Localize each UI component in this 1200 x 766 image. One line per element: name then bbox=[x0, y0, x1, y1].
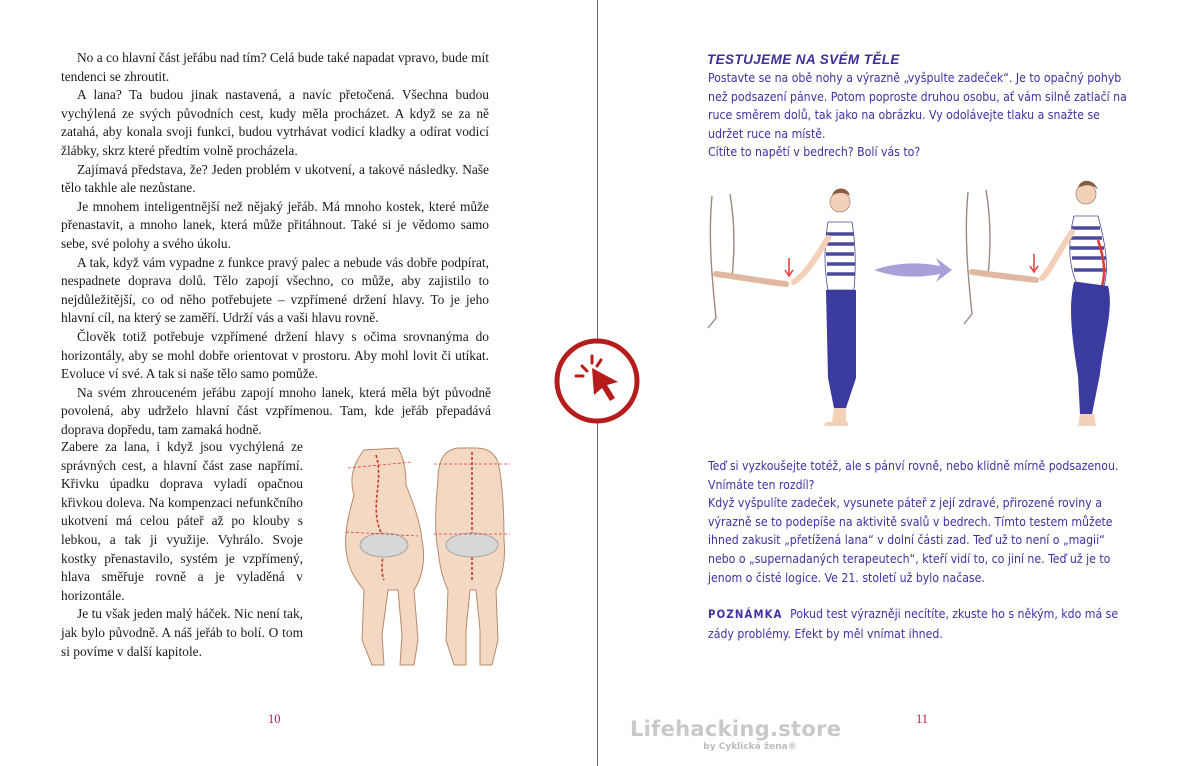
intro-paragraph: Postavte se na obě nohy a výrazně „vyšpulte zadeček“. Je to opačný pohyb než podsazení pánve. Potom poproste druhou osobu, ať vám silně zatlačí na ruce směrem dolů, tak jako na obrázku. Vy odolávejte tlaku a snažte se udržet ruce na místě. bbox=[708, 71, 1127, 141]
paragraph: Zabere za lana, i když jsou vychýlená ze správných cest, a hlavní část zase napřímí. Křivku úpadku doprava vyladí opačnou křivkou doleva. Na kompenzaci nefunkčního ukotvení má celou páteř až po klouby s lebkou, a tak ji využije. Vyhrálo. Svoje kostky přenastavilo, systém je vzpřímený, hlava směřuje rovně a je vyladěná v horizontále. bbox=[61, 439, 303, 603]
paragraph: Na svém zhrouceném jeřábu zapojí mnoho lanek, která měla být původně povolená, aby udrželo hlavní část vzpřímenou. Tam, kde jeřáb přepadává doprava dopředu, tam zamaká hodně. bbox=[61, 384, 491, 437]
paragraph: Je tu však jeden malý háček. Nic není tak, jak bylo původně. A náš jeřáb to bolí. O tom si povíme v další kapitole. bbox=[61, 606, 303, 659]
paragraph: Člověk totiž potřebuje vzpřímené držení hlavy s očima srovnanýma do horizontály, aby se mohl dobře orientovat v prostoru. Aby mohl lovit či utíkat. Evoluce ví své. A tak si naše tělo samo pomůže. bbox=[61, 328, 489, 382]
left-page bbox=[0, 0, 597, 766]
right-page bbox=[598, 0, 1200, 766]
left-page-text bbox=[61, 49, 489, 439]
paragraph: Zajímavá představa, že? Jeden problém v ukotvení, a takové následky. Naše tělo takhle ale nezůstane. bbox=[61, 161, 489, 196]
page-number-right: 11 bbox=[916, 712, 929, 726]
left-page-narrow-text bbox=[61, 438, 303, 661]
paragraph: A lana? Ta budou jinak nastavená, a navíc přetočená. Všechna budou vychýlená ze svých původních cest, kudy měla procházet. A když se za ně zatahá, aby konala svoji funkci, budou vytrhávat vodicí kladky a odírat vodicí žlábky, skrz které předtím volně procházela. bbox=[61, 87, 489, 158]
cursor-click-icon[interactable] bbox=[554, 338, 640, 424]
note-text: Pokud test výrazněji necítíte, zkuste ho s někým, kdo má se zády problémy. Efekt by měl vnímat ihned. bbox=[708, 607, 1119, 641]
note-paragraph bbox=[708, 605, 1128, 643]
exercise-illustration bbox=[706, 178, 1146, 440]
paragraph: No a co hlavní část jeřábu nad tím? Celá bude také napadat vpravo, bude mít tendenci se zhroutit. bbox=[61, 50, 489, 84]
body-paragraph: Teď si vyzkoušejte totéž, ale s pánví rovně, nebo klidně mírně podsazenou. Vnímáte ten rozdíl? bbox=[708, 459, 1119, 492]
paragraph: Je mnohem inteligentnější než nějaký jeřáb. Má mnoho kostek, které může přenastavit, a mnoho lanek, která může přitáhnout. Také si je vědomo samo sebe, své polohy a svého úkolu. bbox=[61, 198, 489, 251]
watermark bbox=[630, 716, 842, 766]
intro-text bbox=[708, 69, 1128, 162]
note-label: POZNÁMKA bbox=[708, 608, 783, 621]
note bbox=[708, 605, 1128, 643]
section-heading: TESTUJEME NA SVÉM TĚLE bbox=[707, 52, 900, 67]
watermark-title: Lifehacking.store bbox=[630, 717, 842, 741]
body-paragraph: Když vyšpulíte zadeček, vysunete páteř z její zdravé, přirozené roviny a výrazně se to podepíše na aktivitě svalů v bedrech. Tímto testem můžete ihned zakusit „přetížená lana“ v dolní části zad. Teď už to není o „magii“ nebo o „supernadaných terapeutech“, kteří vidí to, co jiní ne. Teď už je to jenom o čisté logice. Ve 21. století už bylo načase. bbox=[708, 496, 1113, 585]
page-number-left: 10 bbox=[268, 712, 281, 726]
watermark-subtitle: by Cyklická žena® bbox=[703, 742, 797, 752]
paragraph: A tak, když vám vypadne z funkce pravý palec a nebude vás dobře podpírat, nespadnete doprava dolů. Tělo zapojí všechno, co může, aby zajistilo to nejdůležitější, co od něho potřebujete – vzpřímené držení hlavy. To je jeho hlavní cíl, na který se zaměří. Udrží vás a vaši hlavu rovně. bbox=[61, 254, 489, 326]
intro-question: Cítíte to napětí v bedrech? Bolí vás to? bbox=[708, 145, 921, 160]
spine-comparison-illustration bbox=[326, 440, 516, 670]
body-text bbox=[708, 457, 1128, 587]
